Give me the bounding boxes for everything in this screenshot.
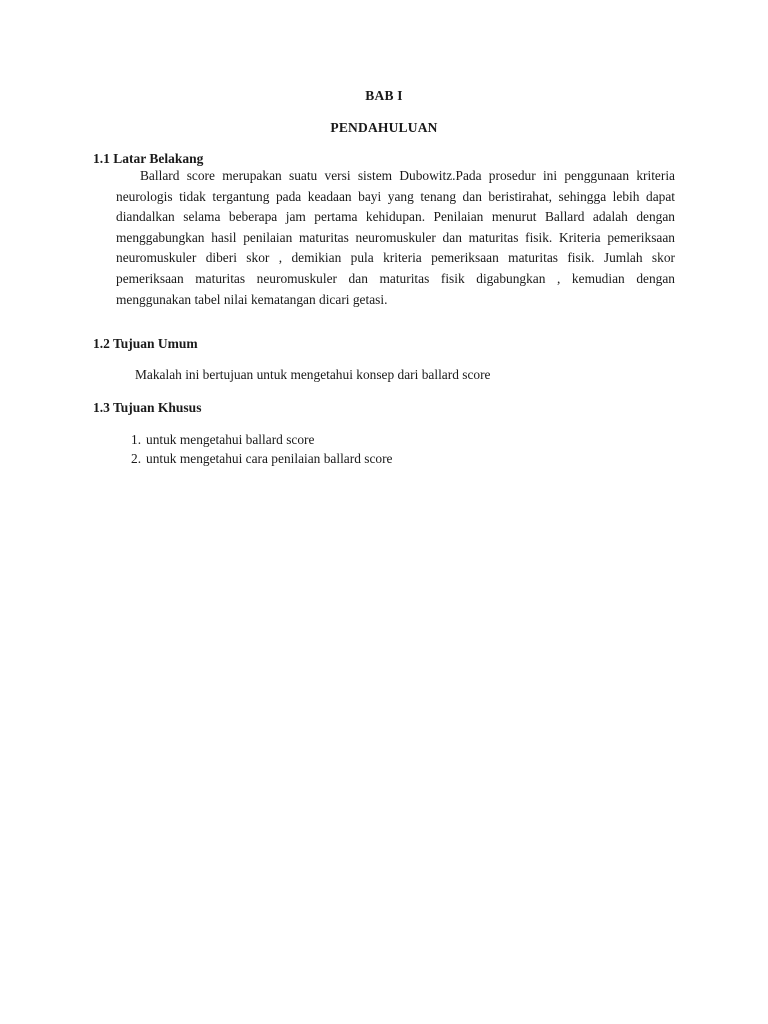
tujuan-khusus-list [131,430,393,468]
chapter-title: PENDAHULUAN [330,120,438,135]
list-item [131,449,393,468]
chapter-label: BAB I [365,88,403,103]
section-body-latar-belakang: Ballard score merupakan suatu versi sistem Dubowitz.Pada prosedur ini penggunaan kriteria neurologis tidak tergantung pada keadaan bayi yang tenang dan beristirahat, sehingga lebih dapat diandalkan selama beberapa jam pertama kehidupan. Penilaian menurut Ballard adalah dengan menggabungkan hasil penilaian maturitas neuromuskuler dan maturitas fisik. Kriteria pemeriksaan neuromuskuler diberi skor , demikian pula kriteria pemeriksaan maturitas fisik. Jumlah skor pemeriksaan maturitas neuromuskuler dan maturitas fisik digabungkan , kemudian dengan menggunakan tabel nilai kematangan dicari getasi. [116,168,675,307]
list-item-number: 2. [131,451,142,466]
list-item [131,430,393,449]
list-item-number: 1. [131,432,142,447]
section-body-tujuan-umum: Makalah ini bertujuan untuk mengetahui konsep dari ballard score [135,367,491,382]
section-title-tujuan-umum: 1.2 Tujuan Umum [93,336,198,351]
list-item-text: untuk mengetahui cara penilaian ballard score [146,451,393,466]
section-title-tujuan-khusus: 1.3 Tujuan Khusus [93,400,202,415]
section-title-latar-belakang: 1.1 Latar Belakang [93,151,204,166]
list-item-text: untuk mengetahui ballard score [146,432,315,447]
